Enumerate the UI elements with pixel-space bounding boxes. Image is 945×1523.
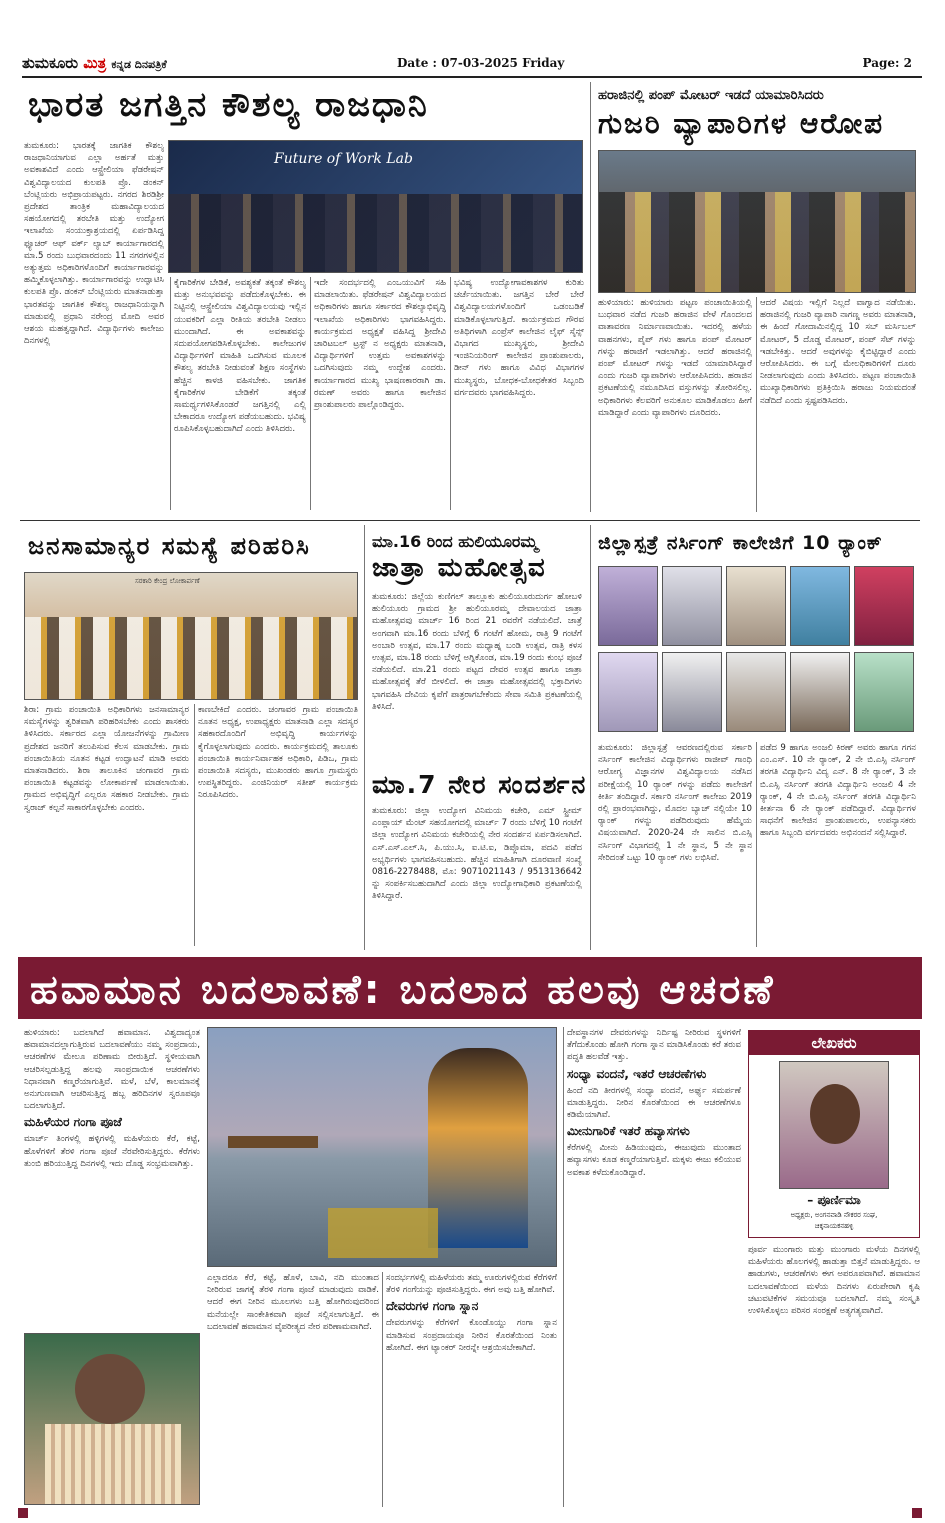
photo-banner-text: ಸರಕಾರಿ ಕೇಂದ್ರ ಲೋಕಾರ್ಪಣೆ bbox=[135, 577, 200, 585]
author-photo bbox=[779, 1061, 889, 1189]
feature-headline-band bbox=[18, 957, 922, 1019]
logo-prefix: ತುಮಕೂರು bbox=[22, 54, 79, 72]
article2-col2: ಆದರೆ ವಿಷಯ ಇಲ್ಲಿಗೆ ನಿಲ್ಲದೆ ವಾಗ್ವಾದ ನಡೆಯಿತು. ಹರಾಜಿನಲ್ಲಿ ಗುಜರಿ ವ್ಯಾಪಾರಿ ನಾಗಣ್ಣ ಅವರು ಮಾತನಾಡಿ, ಈ ಹಿಂದೆ ಗೋದಾಮಿನಲ್ಲಿದ್ದ 10 ಸಬ್ ಮರ್ಸಿಬಲ್ ಮೋಟರ್, 5 ದೊಡ್ಡ ಮೋಟರ್, ಪಂಪ್ ಸೆಟ್ ಗಳನ್ನು ಇಡಬೇಕಿತ್ತು. ಆದರೆ ಅವುಗಳನ್ನು ಕೈಬಿಟ್ಟಿದ್ದಾರೆ ಎಂದು ಆರೋಪಿಸಿದರು. ಈ ಬಗ್ಗೆ ಮೇಲಧಿಕಾರಿಗಳಿಗೆ ದೂರು ನೀಡಲಾಗುವುದು ಎಂದು ತಿಳಿಸಿದರು. ಪಟ್ಟಣ ಪಂಚಾಯಿತಿ ಮುಖ್ಯಾಧಿಕಾರಿಗಳು ಪ್ರತಿಕ್ರಿಯಿಸಿ ಹರಾಜು ನಿಯಮದಂತೆ ನಡೆದಿದೆ ಎಂದು ಸ್ಪಷ್ಟಪಡಿಸಿದರು. bbox=[756, 297, 916, 512]
photo-boat bbox=[228, 1136, 318, 1148]
student-photo bbox=[790, 652, 850, 732]
photo-face bbox=[75, 1354, 145, 1424]
feature-col1-text: ಹುಳಿಯಾರು: ಬದಲಾಗಿದೆ ಹವಾಮಾನ. ವಿಶ್ವದಾದ್ಯಂತ ಹವಾಮಾನದಲ್ಲಾಗುತ್ತಿರುವ ಬದಲಾವಣೆಯು ನಮ್ಮ ಸಂಪ್ರದಾಯ, ಆಚರಣೆಗಳ ಮೇಲೂ ಪರಿಣಾಮ ಬೀರುತ್ತಿದೆ. ಸ್ಥಳೀಯವಾಗಿ ಆಚರಿಸಲ್ಪಡುತ್ತಿದ್ದ ಹಲವು ಸಾಂಪ್ರದಾಯಿಕ ಆಚರಣೆಗಳು ನಿಧಾನವಾಗಿ ಕಣ್ಮರೆಯಾಗುತ್ತಿವೆ. ಮಳೆ, ಬೆಳೆ, ಕಾಲಮಾನಕ್ಕೆ ಅನುಗುಣವಾಗಿ ಆಚರಿಸುತ್ತಿದ್ದ ಹಬ್ಬ ಹರಿದಿನಗಳ ಸ್ವರೂಪವೂ ಬದಲಾಗುತ್ತಿದೆ. bbox=[24, 1028, 200, 1112]
article4-kicker: ಮಾ.16 ರಿಂದ ಹುಲಿಯೂರಮ್ಮ bbox=[372, 532, 538, 551]
student-photo bbox=[726, 566, 786, 646]
rank-photos-grid bbox=[598, 566, 916, 738]
article1-col3: ಇದೇ ಸಂದರ್ಭದಲ್ಲಿ ಎಂಒಯುವಿಗೆ ಸಹಿ ಮಾಡಲಾಯಿತು. ಫೆಡರೇಷನ್ ವಿಶ್ವವಿದ್ಯಾಲಯದ ಅಧಿಕಾರಿಗಳು ಹಾಗೂ ಸರ್ಕಾರದ ಕೌಶಲ್ಯಾಭಿವೃದ್ಧಿ ಇಲಾಖೆಯ ಅಧಿಕಾರಿಗಳು ಭಾಗವಹಿಸಿದ್ದರು. ಕಾರ್ಯಕ್ರಮದ ಅಧ್ಯಕ್ಷತೆ ವಹಿಸಿದ್ದ ಶ್ರೀದೇವಿ ಚಾರಿಟಬಲ್ ಟ್ರಸ್ಟ್ ನ ಅಧ್ಯಕ್ಷರು ಮಾತನಾಡಿ, ವಿದ್ಯಾರ್ಥಿಗಳಿಗೆ ಉತ್ತಮ ಅವಕಾಶಗಳನ್ನು ಒದಗಿಸುವುದು ನಮ್ಮ ಉದ್ದೇಶ ಎಂದರು. ಕಾರ್ಯಾಗಾರದ ಮುಖ್ಯ ಭಾಷಣಕಾರರಾಗಿ ಡಾ. ರಮಣ್ ಅವರು ಹಾಗೂ ಕಾಲೇಜಿನ ಪ್ರಾಂಶುಪಾಲರು ಪಾಲ್ಗೊಂಡಿದ್ದರು. bbox=[310, 277, 446, 510]
feature-subhead-devaru: ದೇವರುಗಳ ಗಂಗಾ ಸ್ನಾನ bbox=[386, 1299, 479, 1314]
feature-col3: ಎಲ್ಲಾದರೂ ಕೆರೆ, ಕಟ್ಟೆ, ಹೊಳೆ, ಬಾವಿ, ನದಿ ಮುಂತಾದ ನೀರಿರುವ ಜಾಗಕ್ಕೆ ತೆರಳಿ ಗಂಗಾ ಪೂಜೆ ಮಾಡುವುದು ವಾಡಿಕೆ. ಆದರೆ ಈಗ ನೀರಿನ ಮೂಲಗಳು ಬತ್ತಿ ಹೋಗಿರುವುದರಿಂದ ಮನೆಯಲ್ಲೇ ಸಾಂಕೇತಿಕವಾಗಿ ಪೂಜೆ ಸಲ್ಲಿಸಲಾಗುತ್ತಿದೆ. ಈ ಬದಲಾವಣೆ ಹವಾಮಾನ ವೈಪರೀತ್ಯದ ನೇರ ಪರಿಣಾಮವಾಗಿದೆ. bbox=[207, 1273, 379, 1332]
student-photo bbox=[662, 566, 722, 646]
feature-subhead-meenugarike: ಮೀನುಗಾರಿಕೆ ಇತರೆ ಹವ್ಯಾಸಗಳು bbox=[567, 1124, 690, 1139]
masthead bbox=[22, 50, 922, 78]
photo-crowd bbox=[599, 192, 915, 292]
corner-marker bbox=[18, 1508, 28, 1518]
feature-headline: ಹವಾಮಾನ ಬದಲಾವಣೆ: ಬದಲಾದ ಹಲವು ಆಚರಣೆ bbox=[30, 967, 776, 1013]
photo-woman bbox=[428, 1048, 528, 1248]
article5-body: ತುಮಕೂರು: ಜಿಲ್ಲಾ ಉದ್ಯೋಗ ವಿನಿಮಯ ಕಚೇರಿ, ಎಮ್ ಸ್ಟ್ರೀಮ್ ಎಂಪ್ಲಾಯ್ ಮೆಂಟ್ ಸಹಯೋಗದಲ್ಲಿ ಮಾರ್ಚ್ 7 ರಂದು ಬೆಳಿಗ್ಗೆ 10 ಗಂಟೆಗೆ ಜಿಲ್ಲಾ ಉದ್ಯೋಗ ವಿನಿಮಯ ಕಚೇರಿಯಲ್ಲಿ ನೇರ ಸಂದರ್ಶನ ಏರ್ಪಡಿಸಲಾಗಿದೆ. ಎಸ್.ಎಸ್.ಎಲ್.ಸಿ, ಪಿ.ಯು.ಸಿ, ಐ.ಟಿ.ಐ, ಡಿಪ್ಲೊಮಾ, ಪದವಿ ಪಡೆದ ಅಭ್ಯರ್ಥಿಗಳು ಭಾಗವಹಿಸಬಹುದು. ಹೆಚ್ಚಿನ ಮಾಹಿತಿಗಾಗಿ ದೂರವಾಣಿ ಸಂಖ್ಯೆ 0816-2278488, ಮೊ: 9071021143 / 9513136642 ನ್ನು ಸಂಪರ್ಕಿಸಬಹುದಾಗಿದೆ ಎಂದು ಜಿಲ್ಲಾ ಉದ್ಯೋಗಾಧಿಕಾರಿ ಪ್ರಕಟಣೆಯಲ್ಲಿ ತಿಳಿಸಿದ್ದಾರೆ. bbox=[372, 806, 582, 902]
feature-col4 bbox=[382, 1272, 557, 1507]
article4-body: ತುಮಕೂರು: ಜಿಲ್ಲೆಯ ಕುಣಿಗಲ್ ತಾಲ್ಲೂಕು ಹುಲಿಯೂರುದುರ್ಗ ಹೋಬಳಿ ಹುಲಿಯೂರು ಗ್ರಾಮದ ಶ್ರೀ ಹುಲಿಯೂರಮ್ಮ ದೇವಾಲಯದ ಜಾತ್ರಾ ಮಹೋತ್ಸವವು ಮಾರ್ಚ್ 16 ರಿಂದ 21 ರವರೆಗೆ ನಡೆಯಲಿದೆ. ಜಾತ್ರೆ ಅಂಗವಾಗಿ ಮಾ.16 ರಂದು ಬೆಳಿಗ್ಗೆ 6 ಗಂಟೆಗೆ ಹೋಮ, ರಾತ್ರಿ 9 ಗಂಟೆಗೆ ಅಂಬಾರಿ ಉತ್ಸವ, ಮಾ.17 ರಂದು ಮಧ್ಯಾಹ್ನ ಬಂಡಿ ಉತ್ಸವ, ರಾತ್ರಿ ಕಳಸ ಉತ್ಸವ, ಮಾ.18 ರಂದು ಬೆಳಿಗ್ಗೆ ಅಗ್ನಿಕೊಂಡ, ಮಾ.19 ರಂದು ಕುಂಭ ಪೂಜೆ ನಡೆಯಲಿದೆ. ಮಾ.21 ರಂದು ಪಟ್ಟದ ದೇವರ ಉತ್ಸವ ಹಾಗೂ ಜಾತ್ರಾ ಮಹೋತ್ಸವಕ್ಕೆ ತೆರೆ ಬೀಳಲಿದೆ. ಈ ಜಾತ್ರಾ ಮಹೋತ್ಸವದಲ್ಲಿ ಭಕ್ತಾದಿಗಳು ಭಾಗವಹಿಸಿ ದೇವಿಯ ಕೃಪೆಗೆ ಪಾತ್ರರಾಗಬೇಕೆಂದು ಸೇವಾ ಸಮಿತಿ ಪ್ರಕಟಣೆಯಲ್ಲಿ ತಿಳಿಸಿದೆ. bbox=[372, 592, 582, 712]
feature-subhead-ganga-pooje: ಮಹಿಳೆಯರ ಗಂಗಾ ಪೂಜೆ bbox=[24, 1115, 122, 1130]
article4-headline: ಜಾತ್ರಾ ಮಹೋತ್ಸವ bbox=[372, 553, 547, 583]
student-photo bbox=[726, 652, 786, 732]
article3-headline: ಜನಸಾಮಾನ್ಯರ ಸಮಸ್ಯೆ ಪರಿಹರಿಸಿ bbox=[28, 532, 311, 560]
feature-col6: ಪೂರ್ವ ಮುಂಗಾರು ಮತ್ತು ಮುಂಗಾರು ಮಳೆಯ ದಿನಗಳಲ್ಲಿ ಮಹಿಳೆಯರು ಹೊಲಗಳಲ್ಲಿ ಹಾಡುತ್ತಾ ಬಿತ್ತನೆ ಮಾಡುತ್ತಿದ್ದರು. ಆ ಹಾಡುಗಳು, ಆಚರಣೆಗಳು ಈಗ ಅಪರೂಪವಾಗಿವೆ. ಹವಾಮಾನ ಬದಲಾವಣೆಯಿಂದ ಮಳೆಯ ದಿನಗಳು ಏರುಪೇರಾಗಿ ಕೃಷಿ ಚಟುವಟಿಕೆಗಳ ಸಮಯವೂ ಬದಲಾಗಿದೆ. ನಮ್ಮ ಸಂಸ್ಕೃತಿ ಉಳಿಸಿಕೊಳ್ಳಲು ಪರಿಸರ ಸಂರಕ್ಷಣೆ ಅತ್ಯಗತ್ಯವಾಗಿದೆ. bbox=[748, 1245, 920, 1317]
article3-col2: ಕಾಣಬೇಕಿದೆ ಎಂದರು. ಚಂಗಾವರ ಗ್ರಾಮ ಪಂಚಾಯಿತಿ ನೂತನ ಅಧ್ಯಕ್ಷ, ಉಪಾಧ್ಯಕ್ಷರು ಮಾತನಾಡಿ ಎಲ್ಲಾ ಸದಸ್ಯರ ಸಹಕಾರದೊಂದಿಗೆ ಅಭಿವೃದ್ಧಿ ಕಾರ್ಯಗಳನ್ನು ಕೈಗೊಳ್ಳಲಾಗುವುದು ಎಂದರು. ಕಾರ್ಯಕ್ರಮದಲ್ಲಿ ತಾಲೂಕು ಪಂಚಾಯಿತಿ ಕಾರ್ಯನಿರ್ವಾಹಕ ಅಧಿಕಾರಿ, ಪಿಡಿಒ, ಗ್ರಾಮ ಪಂಚಾಯಿತಿ ಸದಸ್ಯರು, ಮುಖಂಡರು ಹಾಗೂ ಗ್ರಾಮಸ್ಥರು ಉಪಸ್ಥಿತರಿದ್ದರು. ಎಂಜಿನಿಯರ್ ಸತೀಶ್ ಕಾರ್ಯಕ್ರಮ ನಿರೂಪಿಸಿದರು. bbox=[194, 704, 358, 946]
feature-col5-text: ದೇವಸ್ಥಾನಗಳ ದೇವರುಗಳನ್ನು ನಿರ್ದಿಷ್ಟ ನೀರಿರುವ ಸ್ಥಳಗಳಿಗೆ ತೆಗೆದುಕೊಂಡು ಹೋಗಿ ಗಂಗಾ ಸ್ನಾನ ಮಾಡಿಸಿಕೊಂಡು ಕರೆ ತರುವ ಪದ್ಧತಿ ಹಲವೆಡೆ ಇತ್ತು. bbox=[567, 1028, 741, 1063]
newspaper-logo bbox=[22, 54, 167, 72]
article5-headline: ಮಾ.7 ನೇರ ಸಂದರ್ಶನ bbox=[372, 770, 588, 799]
student-photo bbox=[598, 566, 658, 646]
photo-banner-text: Future of Work Lab bbox=[274, 151, 413, 167]
feature-col5b-text: ಹಿಂದೆ ನದಿ ತೀರಗಳಲ್ಲಿ ಸಂಧ್ಯಾ ವಂದನೆ, ಅರ್ಘ್ಯ ಸಮರ್ಪಣೆ ಮಾಡುತ್ತಿದ್ದರು. ನೀರಿನ ಕೊರತೆಯಿಂದ ಈ ಆಚರಣೆಗಳೂ ಕಡಿಮೆಯಾಗಿವೆ. bbox=[567, 1085, 741, 1121]
student-photo bbox=[598, 652, 658, 732]
author-role: ಅಧ್ಯಕ್ಷರು, ಅಂಗನವಾಡಿ ನೌಕರರ ಸಂಘ, bbox=[790, 1211, 878, 1219]
article1-photo bbox=[168, 140, 583, 273]
student-photo bbox=[662, 652, 722, 732]
column-divider bbox=[590, 82, 591, 512]
photo-offerings bbox=[328, 1208, 438, 1258]
feature-col5 bbox=[563, 1027, 741, 1507]
article2-kicker: ಹರಾಜಿನಲ್ಲಿ ಪಂಪ್ ಮೋಟರ್ ಇಡದೆ ಯಾಮಾರಿಸಿದರು bbox=[598, 88, 824, 103]
article1-col4: ಭವಿಷ್ಯ ಉದ್ಯೋಗಾವಕಾಶಗಳ ಕುರಿತು ಚರ್ಚೆಯಾಯಿತು. ಜಗತ್ತಿನ ಬೇರೆ ಬೇರೆ ವಿಶ್ವವಿದ್ಯಾಲಯಗಳೊಂದಿಗೆ ಒಡಂಬಡಿಕೆ ಮಾಡಿಕೊಳ್ಳಲಾಗುತ್ತಿದೆ. ಕಾರ್ಯಕ್ರಮದ ಗೌರವ ಅತಿಥಿಗಳಾಗಿ ಎಂಪ್ರೆಸ್ ಕಾಲೇಜಿನ ಲೈಫ್ ಸೈನ್ಸ್ ವಿಭಾಗದ ಮುಖ್ಯಸ್ಥರು, ಶ್ರೀದೇವಿ ಇಂಜಿನಿಯರಿಂಗ್ ಕಾಲೇಜಿನ ಪ್ರಾಂಶುಪಾಲರು, ಡೀನ್ ಗಳು ಹಾಗೂ ವಿವಿಧ ವಿಭಾಗಗಳ ಮುಖ್ಯಸ್ಥರು, ಬೋಧಕ-ಬೋಧಕೇತರ ಸಿಬ್ಬಂದಿ ವರ್ಗದವರು ಭಾಗವಹಿಸಿದ್ದರು. bbox=[450, 277, 584, 510]
author-place: ಚಿಕ್ಕನಾಯಕನಹಳ್ಳಿ bbox=[814, 1222, 854, 1230]
article2-headline: ಗುಜರಿ ವ್ಯಾಪಾರಿಗಳ ಆರೋಪ bbox=[598, 107, 885, 140]
logo-suffix: ಕನ್ನಡ ದಿನಪತ್ರಿಕೆ bbox=[111, 58, 167, 71]
feature-col1b-text: ಮಾರ್ಚ್ ತಿಂಗಳಲ್ಲಿ ಹಳ್ಳಿಗಳಲ್ಲಿ ಮಹಿಳೆಯರು ಕೆರೆ, ಕಟ್ಟೆ, ಹೊಳೆಗಳಿಗೆ ತೆರಳಿ ಗಂಗಾ ಪೂಜೆ ನೆರವೇರಿಸುತ್ತಿದ್ದರು. ಕೆರೆಗಳು ತುಂಬಿ ಹರಿಯುತ್ತಿದ್ದ ದಿನಗಳಲ್ಲಿ ಇದು ದೊಡ್ಡ ಸಂಭ್ರಮವಾಗಿತ್ತು. bbox=[24, 1134, 200, 1169]
issue-date: Date : 07-03-2025 Friday bbox=[397, 56, 565, 70]
article6-col2: ಪಡೆದ 9 ಹಾಗೂ ಅಂಜಲಿ ಕಿರಣ್ ಅವರು ಹಾಗೂ ಗಗನ ಎಂ.ಎಸ್. 10 ನೇ ರ್‍ಯಾಂಕ್, 2 ನೇ ಬಿ.ಎಸ್ಸಿ ನರ್ಸಿಂಗ್ ತರಗತಿ ವಿದ್ಯಾರ್ಥಿನಿ ವಿದ್ಯ ಎನ್. 8 ನೇ ರ್‍ಯಾಂಕ್, 3 ನೇ ಬಿ.ಎಸ್ಸಿ ನರ್ಸಿಂಗ್ ತರಗತಿ ವಿದ್ಯಾರ್ಥಿನಿ ಅಂಜಲಿ 4 ನೇ ರ್‍ಯಾಂಕ್, 4 ನೇ ಬಿ.ಎಸ್ಸಿ ನರ್ಸಿಂಗ್ ತರಗತಿ ವಿದ್ಯಾರ್ಥಿನಿ ಕೀರ್ತನಾ 6 ನೇ ರ್‍ಯಾಂಕ್ ಪಡೆದಿದ್ದಾರೆ. ವಿದ್ಯಾರ್ಥಿಗಳ ಸಾಧನೆಗೆ ಕಾಲೇಜಿನ ಪ್ರಾಂಶುಪಾಲರು, ಉಪನ್ಯಾಸಕರು ಹಾಗೂ ಸಿಬ್ಬಂದಿ ವರ್ಗದವರು ಅಭಿನಂದನೆ ಸಲ್ಲಿಸಿದ್ದಾರೆ. bbox=[756, 742, 916, 947]
feature-photo-woman-flowers bbox=[24, 1333, 200, 1505]
article3-col1: ಶಿರಾ: ಗ್ರಾಮ ಪಂಚಾಯಿತಿ ಅಧಿಕಾರಿಗಳು ಜನಸಾಮಾನ್ಯರ ಸಮಸ್ಯೆಗಳನ್ನು ತ್ವರಿತವಾಗಿ ಪರಿಹರಿಸಬೇಕು ಎಂದು ಶಾಸಕರು ತಿಳಿಸಿದರು. ಸರ್ಕಾರದ ಎಲ್ಲಾ ಯೋಜನೆಗಳನ್ನು ಗ್ರಾಮೀಣ ಪ್ರದೇಶದ ಜನರಿಗೆ ತಲುಪಿಸುವ ಕೆಲಸ ಮಾಡಬೇಕು. ಗ್ರಾಮ ಪಂಚಾಯಿತಿಯ ನೂತನ ಕಟ್ಟಡ ಉದ್ಘಾಟನೆ ಮಾಡಿ ಅವರು ಮಾತನಾಡಿದರು. ಶಿರಾ ತಾಲೂಕಿನ ಚಂಗಾವರ ಗ್ರಾಮ ಪಂಚಾಯಿತಿ ಕಟ್ಟಡವನ್ನು ಲೋಕಾರ್ಪಣೆ ಮಾಡಲಾಯಿತು. ಗ್ರಾಮದ ಅಭಿವೃದ್ಧಿಗೆ ಎಲ್ಲರೂ ಸಹಕಾರ ನೀಡಬೇಕು. ಗ್ರಾಮ ಸ್ವರಾಜ್ ಕಲ್ಪನೆ ಸಾಕಾರಗೊಳ್ಳಬೇಕು ಎಂದರು. bbox=[24, 705, 189, 813]
feature-col4b-text: ದೇವರುಗಳನ್ನು ಕೆರೆಗಳಿಗೆ ಕೊಂಡೊಯ್ದು ಗಂಗಾ ಸ್ನಾನ ಮಾಡಿಸುವ ಸಂಪ್ರದಾಯವೂ ನೀರಿನ ಕೊರತೆಯಿಂದ ನಿಂತು ಹೋಗಿದೆ. ಈಗ ಟ್ಯಾಂಕರ್ ನೀರನ್ನೇ ಆಶ್ರಯಿಸಬೇಕಾಗಿದೆ. bbox=[386, 1318, 557, 1353]
column-divider bbox=[590, 525, 591, 950]
article1-col1: ತುಮಕೂರು: ಭಾರತಕ್ಕೆ ಜಾಗತಿಕ ಕೌಶಲ್ಯ ರಾಜಧಾನಿಯಾಗುವ ಎಲ್ಲಾ ಅರ್ಹತೆ ಮತ್ತು ಅವಕಾಶವಿದೆ ಎಂದು ಆಸ್ಟ್ರೇಲಿಯಾ ಫೆಡರೇಷನ್ ವಿಶ್ವವಿದ್ಯಾಲಯದ ಕುಲಪತಿ ಪ್ರೊ. ಡಂಕನ್ ಬೆಂಟ್ಲಿಯರು ಅಭಿಪ್ರಾಯಪಟ್ಟರು. ನಗರದ ಶಿರಡಿಶ್ರೀ ಪ್ರದೇಶದ ತಾಂತ್ರಿಕ ಮಹಾವಿದ್ಯಾಲಯದ ಸಹಯೋಗದಲ್ಲಿ ತರಬೇತಿ ಮತ್ತು ಉದ್ಯೋಗ ಇಲಾಖೆಯ ಸಂಯುಕ್ತಾಶ್ರಯದಲ್ಲಿ ಏರ್ಪಡಿಸಿದ್ದ ಫ್ಯೂಚರ್ ಆಫ್ ವರ್ಕ್ ಲ್ಯಾಬ್ ಕಾರ್ಯಾಗಾರದಲ್ಲಿ ಮಾ.5 ರಂದು ಬುಧವಾರದಂದು 11 ನಗರಗಳಲ್ಲಿನ ಅತ್ಯುತ್ತಮ ಅಧಿಕಾರಿಗಳೊಂದಿಗೆ ಕಾರ್ಯಾಗಾರವನ್ನು ಹಮ್ಮಿಕೊಳ್ಳಲಾಗಿತ್ತು. ಕಾರ್ಯಾಗಾರವನ್ನು ಉದ್ಘಾಟಿಸಿ ಕುಲಪತಿ ಪ್ರೊ. ಡಂಕನ್ ಬೆಂಟ್ಲಿಯರು ಮಾತನಾಡುತ್ತಾ ಭಾರತವನ್ನು ಜಾಗತಿಕ ಕೌಶಲ್ಯ ರಾಜಧಾನಿಯನ್ನಾಗಿ ಮಾಡುವಲ್ಲಿ ಪ್ರಧಾನಿ ನರೇಂದ್ರ ಮೋದಿ ಅವರ ಆಶಯ ಮಹತ್ವದ್ದಾಗಿದೆ. ವಿದ್ಯಾರ್ಥಿಗಳು ಕಾಲೇಜು ದಿನಗಳಲ್ಲಿ bbox=[24, 141, 164, 347]
student-photo bbox=[854, 652, 914, 732]
student-photo bbox=[854, 566, 914, 646]
article3-photo bbox=[24, 572, 358, 700]
photo-people bbox=[25, 617, 357, 699]
article1-col2: ಕೈಗಾರಿಕೆಗಳ ಬೇಡಿಕೆ, ಅವಶ್ಯಕತೆ ತಕ್ಕಂತೆ ಕೌಶಲ್ಯ ಮತ್ತು ಅನುಭವವನ್ನು ಪಡೆದುಕೊಳ್ಳಬೇಕು. ಈ ನಿಟ್ಟಿನಲ್ಲಿ ಆಸ್ಟ್ರೇಲಿಯಾ ವಿಶ್ವವಿದ್ಯಾಲಯವು ಇಲ್ಲಿನ ಯುವಕರಿಗೆ ಎಲ್ಲಾ ರೀತಿಯ ತರಬೇತಿ ನೀಡಲು ಮುಂದಾಗಿದೆ. ಈ ಅವಕಾಶವನ್ನು ಸದುಪಯೋಗಪಡಿಸಿಕೊಳ್ಳಬೇಕು. ಕಾಲೇಜುಗಳ ವಿದ್ಯಾರ್ಥಿಗಳಿಗೆ ಮಾಹಿತಿ ಒದಗಿಸುವ ಮೂಲಕ ಕೌಶಲ್ಯ ತರಬೇತಿ ನೀಡುವಂತೆ ಶಿಕ್ಷಣ ಸಂಸ್ಥೆಗಳು ಹೆಚ್ಚಿನ ಕಾಳಜಿ ವಹಿಸಬೇಕು. ಜಾಗತಿಕ ಕೈಗಾರಿಕೆಗಳ ಬೇಡಿಕೆಗೆ ತಕ್ಕಂತೆ ಸಾಮರ್ಥ್ಯಗಳಿಸಿಕೊಂಡರೆ ಜಗತ್ತಿನಲ್ಲಿ ಎಲ್ಲಿ ಬೇಕಾದರೂ ಉದ್ಯೋಗ ಪಡೆಯಬಹುದು. ಭವಿಷ್ಯ ರೂಪಿಸಿಕೊಳ್ಳಬಹುದಾಗಿದೆ ಎಂದು ತಿಳಿಸಿದರು. bbox=[170, 277, 306, 510]
article1-headline: ಭಾರತ ಜಗತ್ತಿನ ಕೌಶಲ್ಯ ರಾಜಧಾನಿ bbox=[28, 85, 429, 125]
feature-col5c-text: ಕೆರೆಗಳಲ್ಲಿ ಮೀನು ಹಿಡಿಯುವುದು, ಈಜುವುದು ಮುಂತಾದ ಹವ್ಯಾಸಗಳು ಕೂಡ ಕಣ್ಮರೆಯಾಗುತ್ತಿವೆ. ಮಕ್ಕಳು ಈಜು ಕಲಿಯುವ ಅವಕಾಶ ಕಳೆದುಕೊಂಡಿದ್ದಾರೆ. bbox=[567, 1143, 741, 1178]
feature-photo-river-pooja bbox=[207, 1027, 557, 1267]
author-label: ಲೇಖಕರು bbox=[749, 1031, 919, 1055]
feature-col4-text: ಸಂದರ್ಭಗಳಲ್ಲಿ ಮಹಿಳೆಯರು ತಮ್ಮ ಊರುಗಳಲ್ಲಿರುವ ಕೆರೆಗಳಿಗೆ ತೆರಳಿ ಗಂಗೆಯನ್ನು ಪೂಜಿಸುತ್ತಿದ್ದರು. ಈಗ ಅವು ಬತ್ತಿ ಹೋಗಿವೆ. bbox=[386, 1273, 557, 1296]
article2-col1: ಹುಳಿಯಾರು: ಹುಳಿಯಾರು ಪಟ್ಟಣ ಪಂಚಾಯಿತಿಯಲ್ಲಿ ಬುಧವಾರ ನಡೆದ ಗುಜರಿ ಹರಾಜಿನ ವೇಳೆ ಗೊಂದಲದ ವಾತಾವರಣ ನಿರ್ಮಾಣವಾಯಿತು. ಇದರಲ್ಲಿ ಹಳೆಯ ವಾಹನಗಳು, ಪೈಪ್ ಗಳು ಹಾಗೂ ಪಂಪ್ ಮೋಟರ್ ಗಳನ್ನು ಹರಾಜಿಗೆ ಇಡಲಾಗಿತ್ತು. ಆದರೆ ಹರಾಜಿನಲ್ಲಿ ಪಂಪ್ ಮೋಟರ್ ಗಳನ್ನು ಇಡದೆ ಯಾಮಾರಿಸಿದ್ದಾರೆ ಎಂದು ಗುಜರಿ ವ್ಯಾಪಾರಿಗಳು ಆರೋಪಿಸಿದರು. ಹರಾಜಿನ ಪ್ರಕಟಣೆಯಲ್ಲಿ ನಮೂದಿಸಿದ ವಸ್ತುಗಳನ್ನು ತೋರಿಸಲಿಲ್ಲ. ಅಧಿಕಾರಿಗಳು ಕೆಲವರಿಗೆ ಅನುಕೂಲ ಮಾಡಿಕೊಡಲು ಹೀಗೆ ಮಾಡಿದ್ದಾರೆ ಎಂದು ವ್ಯಾಪಾರಿಗಳು ದೂರಿದರು. bbox=[598, 298, 752, 418]
section-divider bbox=[20, 520, 920, 521]
logo-mitra: ಮಿತ್ರ bbox=[83, 54, 107, 72]
author-box bbox=[748, 1030, 920, 1238]
student-photo bbox=[790, 566, 850, 646]
author-name: – ಪೂರ್ಣಿಮಾ bbox=[807, 1193, 861, 1207]
photo-people bbox=[169, 194, 582, 272]
page-number: Page: 2 bbox=[862, 56, 912, 70]
article6-headline: ಜಿಲ್ಲಾಸ್ಪತ್ರೆ ನರ್ಸಿಂಗ್ ಕಾಲೇಜಿಗೆ 10 ರ್‍ಯಾಂಕ್ bbox=[598, 532, 883, 554]
photo-flowers bbox=[45, 1424, 181, 1505]
photo-face bbox=[810, 1084, 860, 1144]
article2-photo bbox=[598, 150, 916, 293]
feature-col1 bbox=[24, 1027, 200, 1327]
feature-subhead-sandhya: ಸಂಧ್ಯಾ ವಂದನೆ, ಇತರೆ ಆಚರಣೆಗಳು bbox=[567, 1066, 707, 1081]
article6-col1: ತುಮಕೂರು: ಜಿಲ್ಲಾಸ್ಪತ್ರೆ ಆವರಣದಲ್ಲಿರುವ ಸರ್ಕಾರಿ ನರ್ಸಿಂಗ್ ಕಾಲೇಜಿನ ವಿದ್ಯಾರ್ಥಿಗಳು ರಾಜೀವ್ ಗಾಂಧಿ ಆರೋಗ್ಯ ವಿಜ್ಞಾನಗಳ ವಿಶ್ವವಿದ್ಯಾಲಯ ನಡೆಸಿದ ಪರೀಕ್ಷೆಯಲ್ಲಿ 10 ರ್‍ಯಾಂಕ್ ಗಳನ್ನು ಪಡೆದು ಕಾಲೇಜಿಗೆ ಕೀರ್ತಿ ತಂದಿದ್ದಾರೆ. ಸರ್ಕಾರಿ ನರ್ಸಿಂಗ್ ಕಾಲೇಜು 2019 ರಲ್ಲಿ ಪ್ರಾರಂಭವಾಗಿದ್ದು, ಮೊದಲ ಬ್ಯಾಚ್ ನಲ್ಲಿಯೇ 10 ರ್‍ಯಾಂಕ್ ಗಳನ್ನು ಪಡೆದಿರುವುದು ಹೆಮ್ಮೆಯ ವಿಷಯವಾಗಿದೆ. 2020-24 ನೇ ಸಾಲಿನ ಬಿ.ಎಸ್ಸಿ ನರ್ಸಿಂಗ್ ವಿಭಾಗದಲ್ಲಿ 1 ನೇ ಸ್ಥಾನ, 5 ನೇ ಸ್ಥಾನ ಸೇರಿದಂತೆ ಒಟ್ಟು 10 ರ್‍ಯಾಂಕ್ ಗಳು ಲಭಿಸಿವೆ. bbox=[598, 743, 752, 863]
corner-marker bbox=[912, 1508, 922, 1518]
column-divider bbox=[364, 525, 365, 950]
